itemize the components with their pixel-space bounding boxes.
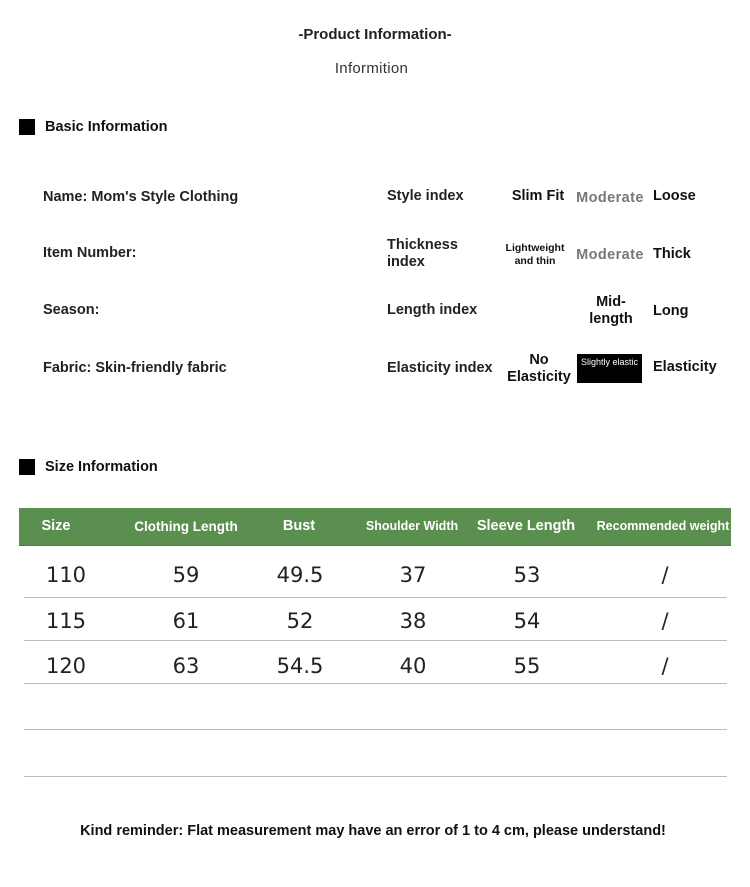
field-season: Season: xyxy=(43,302,100,318)
thickness-option-thick: Thick xyxy=(653,246,691,262)
table-cell: 110 xyxy=(45,563,87,587)
style-option-slim-fit: Slim Fit xyxy=(511,188,565,204)
table-cell: 120 xyxy=(45,654,87,678)
table-cell: 52 xyxy=(286,609,314,633)
row-divider xyxy=(24,597,727,598)
table-cell: 49.5 xyxy=(276,563,324,587)
length-option-long: Long xyxy=(653,303,689,319)
row-divider xyxy=(24,640,727,641)
table-cell: 40 xyxy=(399,654,427,678)
table-cell: / xyxy=(661,563,669,587)
square-bullet-icon xyxy=(19,119,35,135)
table-cell: 115 xyxy=(45,609,87,633)
basic-info-heading xyxy=(19,119,167,135)
column-header-clothing-length: Clothing Length xyxy=(134,519,238,534)
basic-info-heading-label: Basic Information xyxy=(45,119,168,135)
row-divider xyxy=(24,776,727,777)
elasticity-option-slightly-elastic-selected: Slightly elastic xyxy=(577,354,642,383)
elasticity-option-elasticity: Elasticity xyxy=(653,359,717,375)
size-info-heading xyxy=(19,459,158,475)
table-cell: / xyxy=(661,654,669,678)
thickness-index-label: Thickness index xyxy=(387,237,458,270)
kind-reminder: Kind reminder: Flat measurement may have an error of 1 to 4 cm, please understand! xyxy=(80,823,666,839)
field-name: Name: Mom's Style Clothing xyxy=(43,189,239,205)
length-option-mid-length: Mid-length xyxy=(589,294,633,327)
table-cell: 55 xyxy=(513,654,541,678)
page-title: -Product Information- xyxy=(298,26,452,43)
table-cell: 38 xyxy=(399,609,427,633)
size-info-heading-label: Size Information xyxy=(45,459,158,475)
length-index-label: Length index xyxy=(387,302,478,318)
style-option-moderate: Moderate xyxy=(576,190,644,206)
table-cell: / xyxy=(661,609,669,633)
field-item-number: Item Number: xyxy=(43,245,137,261)
style-option-loose: Loose xyxy=(653,188,696,204)
elasticity-option-no-elasticity: No Elasticity xyxy=(507,352,571,385)
table-cell: 63 xyxy=(172,654,200,678)
style-index-label: Style index xyxy=(387,188,464,204)
table-cell: 54 xyxy=(513,609,541,633)
table-cell: 37 xyxy=(399,563,427,587)
row-divider xyxy=(24,729,727,730)
table-cell: 54.5 xyxy=(276,654,324,678)
column-header-size: Size xyxy=(41,518,71,534)
row-divider xyxy=(24,683,727,684)
square-bullet-icon xyxy=(19,459,35,475)
column-header-recommended-weight: Recommended weight xyxy=(596,519,730,533)
thickness-option-lightweight: Lightweight and thin xyxy=(505,242,565,267)
column-header-bust: Bust xyxy=(282,518,316,534)
thickness-option-moderate: Moderate xyxy=(576,247,644,263)
column-header-sleeve-length: Sleeve Length xyxy=(476,518,576,534)
table-cell: 53 xyxy=(513,563,541,587)
field-fabric: Fabric: Skin-friendly fabric xyxy=(43,360,227,376)
column-header-shoulder-width: Shoulder Width xyxy=(365,519,459,533)
elasticity-index-label: Elasticity index xyxy=(387,360,493,376)
table-cell: 59 xyxy=(172,563,200,587)
table-cell: 61 xyxy=(172,609,200,633)
page-subtitle: Informition xyxy=(334,60,409,77)
